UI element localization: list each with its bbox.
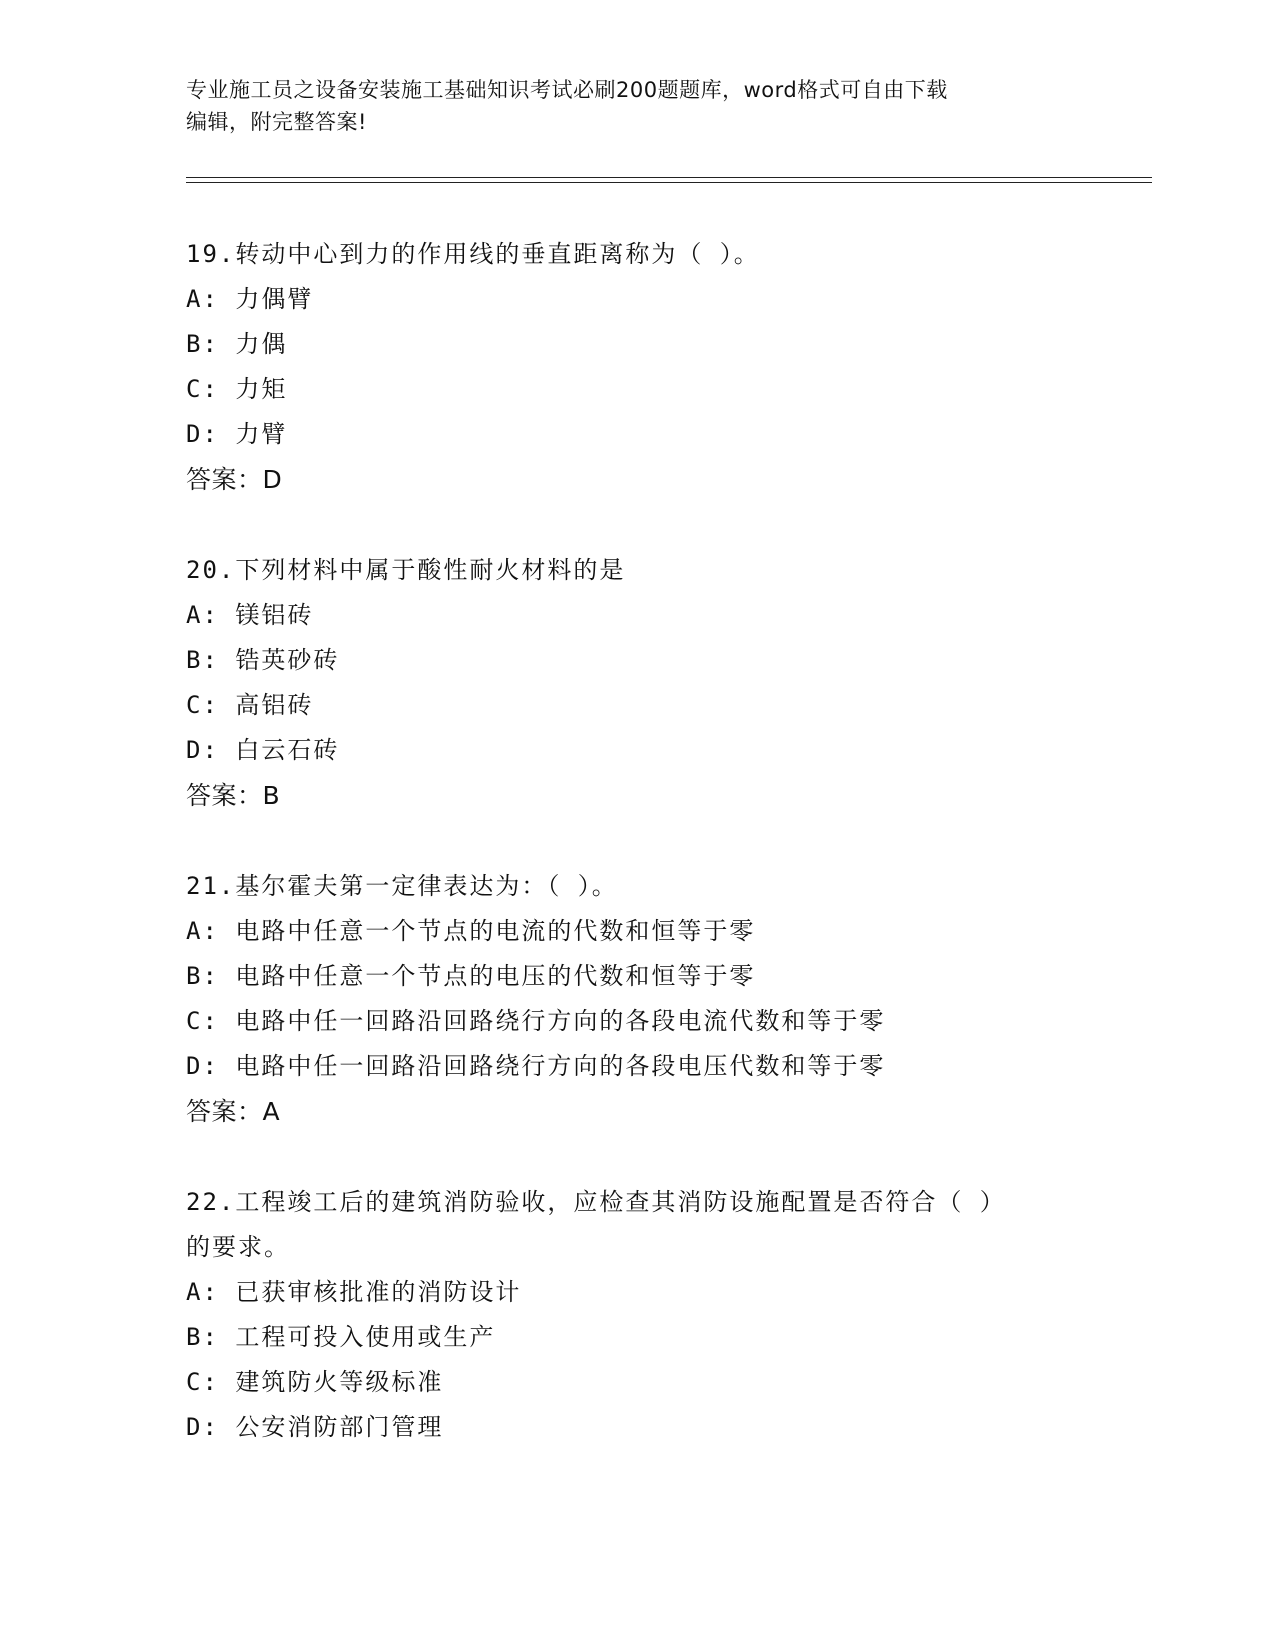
option-c: C: 电路中任一回路沿回路绕行方向的各段电流代数和等于零 [186,1007,886,1035]
option-d: D: 电路中任一回路沿回路绕行方向的各段电压代数和等于零 [186,1052,886,1080]
question-stem: 22.工程竣工后的建筑消防验收，应检查其消防设施配置是否符合（ ）的要求。 [186,1188,1006,1261]
answer-line: 答案：A [186,1097,281,1126]
question-stem: 20.下列材料中属于酸性耐火材料的是 [186,556,626,584]
option-d: D: 白云石砖 [186,736,340,764]
option-a: A: 镁铝砖 [186,601,314,629]
option-b: B: 工程可投入使用或生产 [186,1323,496,1351]
header-line-1: 专业施工员之设备安装施工基础知识考试必刷200题题库，word格式可自由下载 [186,78,948,102]
header-divider-top [186,177,1152,178]
header-divider-bottom [186,182,1152,183]
document-header [186,74,1086,138]
option-b: B: 电路中任意一个节点的电压的代数和恒等于零 [186,962,756,990]
option-c: C: 建筑防火等级标准 [186,1368,444,1396]
question-stem: 21.基尔霍夫第一定律表达为：（ ）。 [186,872,618,900]
header-line-2: 编辑，附完整答案! [186,110,367,134]
answer-line: 答案：D [186,465,283,494]
option-a: A: 电路中任意一个节点的电流的代数和恒等于零 [186,917,756,945]
question-22 [186,1180,1086,1450]
option-c: C: 高铝砖 [186,691,314,719]
option-a: A: 力偶臂 [186,285,314,313]
option-b: B: 锆英砂砖 [186,646,340,674]
question-stem: 19.转动中心到力的作用线的垂直距离称为（ ）。 [186,240,760,268]
question-list [186,232,1086,1496]
option-a: A: 已获审核批准的消防设计 [186,1278,522,1306]
answer-line: 答案：B [186,781,281,810]
option-d: D: 力臂 [186,420,288,448]
option-b: B: 力偶 [186,330,288,358]
question-20 [186,548,1086,818]
option-c: C: 力矩 [186,375,288,403]
question-19 [186,232,1086,502]
option-d: D: 公安消防部门管理 [186,1413,444,1441]
question-21 [186,864,1086,1134]
